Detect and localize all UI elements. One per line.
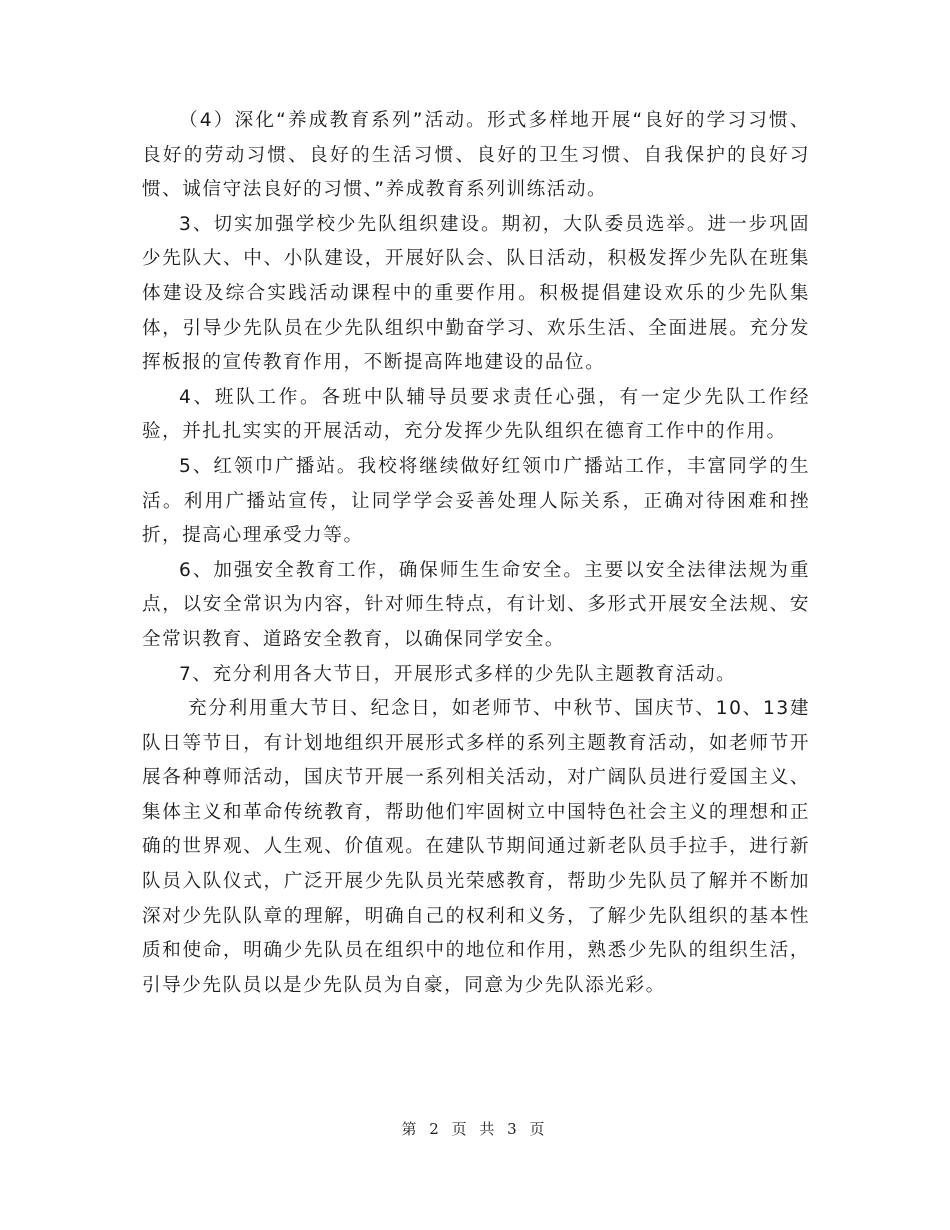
- paragraph-organization-building: 3、切实加强学校少先队组织建设。期初，大队委员选举。进一步巩固少先队大、中、小队建设，开展好队会、队日活动，积极发挥少先队在班集体建设及综合实践活动课程中的重要作用。积极提倡建设欢乐的少先队集体，引导少先队员在少先队组织中勤奋学习、欢乐生活、全面进展。充分发挥板报的宣传教育作用，不断提高阵地建设的品位。: [142, 213, 810, 374]
- paragraph-festival-details: 充分利用重大节日、纪念日，如老师节、中秋节、国庆节、10、13建队日等节日，有计划地组织开展形式多样的系列主题教育活动，如老师节开展各种尊师活动，国庆节开展一系列相关活动，对广阔队员进行爱国主义、集体主义和革命传统教育，帮助他们牢固树立中国特色社会主义的理想和正确的世界观、人生观、价值观。在建队节期间通过新老队员手拉手，进行新队员入队仪式，广泛开展少先队员光荣感教育，帮助少先队员了解并不断加深对少先队队章的理解，明确自己的权利和义务，了解少先队组织的基本性质和使命，明确少先队员在组织中的地位和作用，熟悉少先队的组织生活，引导少先队员以是少先队员为自豪，同意为少先队添光彩。: [142, 698, 810, 996]
- paragraph-festival-activities: 7、充分利用各大节日，开展形式多样的少先队主题教育活动。: [179, 663, 737, 685]
- paragraph-safety-education: 6、加强安全教育工作，确保师生生命安全。主要以安全法律法规为重点，以安全常识为内容，针对师生特点，有计划、多形式开展安全法规、安全常识教育、道路安全教育，以确保同学安全。: [142, 559, 810, 650]
- paragraph-class-work: 4、班队工作。各班中队辅导员要求责任心强，有一定少先队工作经验，并扎扎实实的开展活动，充分发挥少先队组织在德育工作中的作用。: [142, 386, 810, 443]
- document-body: [142, 104, 810, 1003]
- page-number-footer: 第 2 页 共 3 页: [401, 1120, 549, 1138]
- paragraph-broadcast-station: 5、红领巾广播站。我校将继续做好红领巾广播站工作，丰富同学的生活。利用广播站宣传，让同学学会妥善处理人际关系，正确对待困难和挫折，提高心理承受力等。: [142, 455, 810, 547]
- paragraph-habit-education: （4）深化“养成教育系列”活动。形式多样地开展“良好的学习习惯、良好的劳动习惯、良好的生活习惯、良好的卫生习惯、自我保护的良好习惯、诚信守法良好的习惯、”养成教育系列训练活动。: [142, 110, 810, 201]
